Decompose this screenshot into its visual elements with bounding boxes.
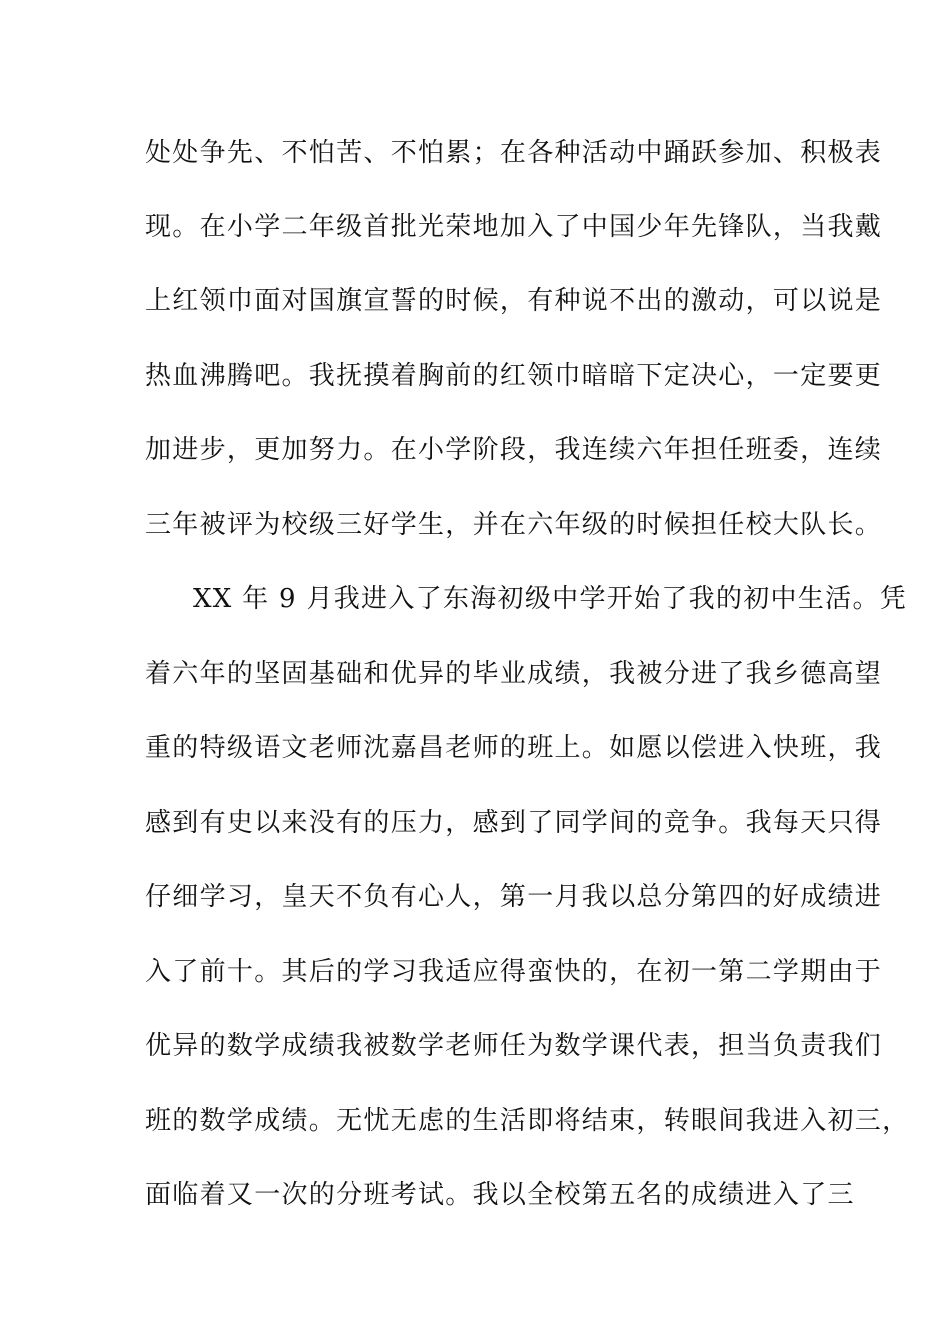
text-line: 三年被评为校级三好学生，并在六年级的时候担任校大队长。 <box>145 510 883 540</box>
text-line: 着六年的坚固基础和优异的毕业成绩，我被分进了我乡德高望 <box>145 659 883 689</box>
text-line: 加进步，更加努力。在小学阶段，我连续六年担任班委，连续 <box>145 435 883 465</box>
text-line: 入了前十。其后的学习我适应得蛮快的，在初一第二学期由于 <box>145 957 883 987</box>
text-line: 班的数学成绩。无忧无虑的生活即将结束，转眼间我进入初三， <box>145 1106 910 1136</box>
text-line: 热血沸腾吧。我抚摸着胸前的红领巾暗暗下定决心，一定要更 <box>145 361 883 391</box>
text-line: 仔细学习，皇天不负有心人，第一月我以总分第四的好成绩进 <box>145 882 883 912</box>
text-line: 现。在小学二年级首批光荣地加入了中国少年先锋队，当我戴 <box>145 212 883 242</box>
text-line: 上红领巾面对国旗宣誓的时候，有种说不出的激动，可以说是 <box>145 286 883 316</box>
text-line: 感到有史以来没有的压力，感到了同学间的竞争。我每天只得 <box>145 808 883 838</box>
text-line: 处处争先、不怕苦、不怕累；在各种活动中踊跃参加、积极表 <box>145 138 883 168</box>
text-line: 面临着又一次的分班考试。我以全校第五名的成绩进入了三 <box>145 1180 855 1210</box>
text-line: 优异的数学成绩我被数学老师任为数学课代表，担当负责我们 <box>145 1031 883 1061</box>
paragraph-first-line: XX 年 9 月我进入了东海初级中学开始了我的初中生活。凭 <box>193 584 908 614</box>
text-line: 重的特级语文老师沈嘉昌老师的班上。如愿以偿进入快班，我 <box>145 733 883 763</box>
